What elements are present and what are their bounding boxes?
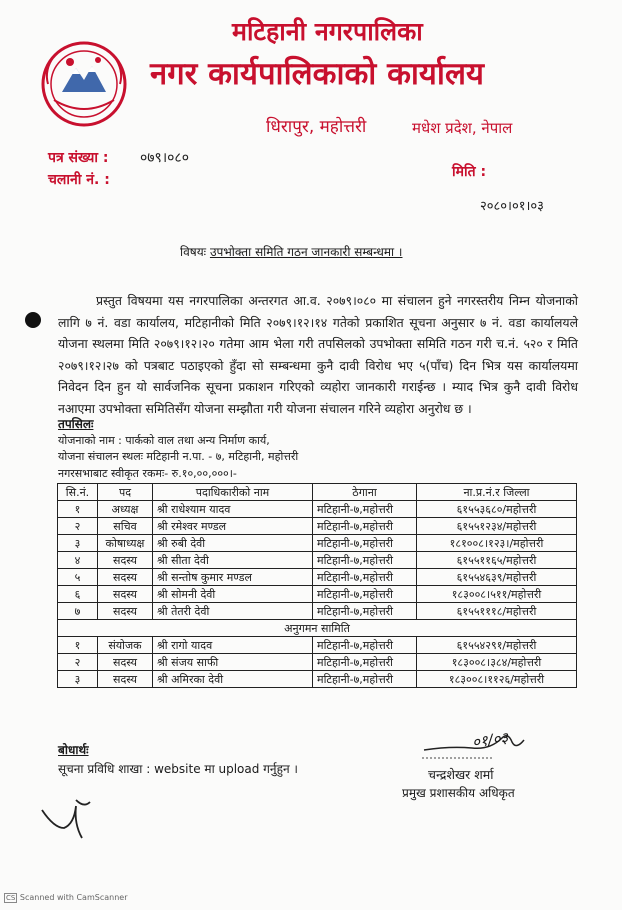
subject-text: उपभोक्ता समिति गठन जानकारी सम्बन्धमा । (209, 245, 403, 259)
cell-citizenship: ६१५५१२३४/महोत्तरी (417, 518, 577, 535)
cell-name: श्री तेतरी देवी (153, 603, 313, 620)
cell-name: श्री राधेश्याम यादव (153, 501, 313, 518)
cell-sn: ३ (58, 671, 98, 688)
table-row (58, 518, 577, 535)
cell-address: मटिहानी-७,महोत्तरी (313, 671, 417, 688)
chalani-label: चलानी नं. : (48, 172, 110, 188)
cell-name: श्री सोमनी देवी (153, 586, 313, 603)
cell-sn: २ (58, 518, 98, 535)
cell-address: मटिहानी-७,महोत्तरी (313, 535, 417, 552)
cell-name: श्री अमिरका देवी (153, 671, 313, 688)
subject-label: विषयः (180, 245, 207, 259)
office-address: धिरापुर, महोत्तरी (266, 117, 367, 137)
cell-address: मटिहानी-७,महोत्तरी (313, 569, 417, 586)
cell-address: मटिहानी-७,महोत्तरी (313, 552, 417, 569)
municipality-name: मटिहानी नगरपालिका (232, 17, 423, 46)
cell-sn: ६ (58, 586, 98, 603)
table-row (58, 569, 577, 586)
bodhartha-label: बोधार्थः (58, 743, 89, 757)
table-row (58, 603, 577, 620)
project-name: योजनाको नाम : पार्कको वाल तथा अन्य निर्माण कार्य, (58, 434, 270, 447)
cell-address: मटिहानी-७,महोत्तरी (313, 603, 417, 620)
cell-sn: १ (58, 501, 98, 518)
cell-post: सदस्य (98, 552, 153, 569)
patra-sankhya-value: ०७९।०८० (140, 150, 189, 166)
cell-post: सदस्य (98, 569, 153, 586)
camscanner-icon: CS (6, 894, 16, 902)
cell-post: सदस्य (98, 671, 153, 688)
header-sn: सि.नं. (58, 484, 98, 501)
cell-citizenship: ६१५५३६८०/महोत्तरी (417, 501, 577, 518)
table-header-row (58, 484, 577, 501)
subject-line (180, 243, 402, 260)
table-row (58, 637, 577, 654)
cell-citizenship: ६१५५४२९१/महोत्तरी (417, 637, 577, 654)
scanner-note: Scanned with CamScanner (19, 893, 128, 902)
cell-citizenship: १८३००८।३८४/महोत्तरी (417, 654, 577, 671)
cell-post: सदस्य (98, 654, 153, 671)
table-row (58, 552, 577, 569)
cell-name: श्री सीता देवी (153, 552, 313, 569)
table-row (58, 671, 577, 688)
table-row (58, 501, 577, 518)
header-post: पद (98, 484, 153, 501)
province-name: मधेश प्रदेश, नेपाल (412, 119, 513, 137)
header-name: पदाधिकारीको नाम (153, 484, 313, 501)
signature-date: ०१/०३ (470, 728, 510, 752)
cell-citizenship: ६१५५१११८/महोत्तरी (417, 603, 577, 620)
handwritten-mark (36, 794, 96, 846)
scanner-watermark (4, 893, 127, 903)
cell-address: मटिहानी-७,महोत्तरी (313, 518, 417, 535)
cell-sn: ५ (58, 569, 98, 586)
cell-post: अध्यक्ष (98, 501, 153, 518)
document-date: २०८०।०१।०३ (480, 199, 544, 214)
table-row (58, 535, 577, 552)
cell-post: सदस्य (98, 603, 153, 620)
cell-name: श्री संजय साफी (153, 654, 313, 671)
cell-address: मटिहानी-७,महोत्तरी (313, 654, 417, 671)
cell-citizenship: १८३००८।५११/महोत्तरी (417, 586, 577, 603)
cell-address: मटिहानी-७,महोत्तरी (313, 637, 417, 654)
monitoring-section-row (58, 620, 577, 637)
office-name: नगर कार्यपालिकाको कार्यालय (150, 56, 484, 92)
cell-citizenship: १८१००८।१२३।/महोत्तरी (417, 535, 577, 552)
cell-name: श्री सन्तोष कुमार मण्डल (153, 569, 313, 586)
cell-citizenship: ६१५५११६५/महोत्तरी (417, 552, 577, 569)
cell-sn: २ (58, 654, 98, 671)
cell-name: श्री रागो यादव (153, 637, 313, 654)
table-row (58, 586, 577, 603)
cell-name: श्री रमेश्वर मण्डल (153, 518, 313, 535)
project-location: योजना संचालन स्थलः मटिहानी न.पा. - ७, मटिहानी, महोत्तरी (58, 450, 299, 463)
cell-post: सदस्य (98, 586, 153, 603)
cell-sn: ३ (58, 535, 98, 552)
municipality-emblem-logo (40, 40, 128, 128)
cell-sn: ४ (58, 552, 98, 569)
cell-citizenship: १८३००८।११२६/महोत्तरी (417, 671, 577, 688)
patra-sankhya-label: पत्र संख्या : (48, 150, 109, 166)
approved-amount: नगरसभाबाट स्वीकृत रकमः- रु.१०,००,०००।- (58, 467, 237, 480)
cell-address: मटिहानी-७,महोत्तरी (313, 586, 417, 603)
cell-sn: १ (58, 637, 98, 654)
committee-table (57, 483, 577, 688)
monitoring-section-title: अनुगमन सामिति (58, 620, 577, 637)
cell-sn: ७ (58, 603, 98, 620)
officer-name: चन्द्रशेखर शर्मा (428, 767, 494, 782)
cell-address: मटिहानी-७,महोत्तरी (313, 501, 417, 518)
body-paragraph: प्रस्तुत विषयमा यस नगरपालिका अन्तरगत आ.व. २०७९।०८० मा संचालन हुने नगरस्तरीय निम्न योजनाको लागि ७ नं. वडा कार्यालय, मटिहानीको मिति २०७९।१२।१४ गतेको प्रकाशित सूचना अनुसार ७ नं. वडा कार्यालयले योजना स्थलमा मिति २०७९।१२।२० गतेमा आम भेला गरी तपसिलको उपभोक्ता समिति गठन गरी च.नं. ५२० र मिति २०७९।१२।२७ को पत्रबाट पठाइएको हुँदा सो सम्बन्धमा कुनै दावी विरोध भए ५(पाँच) दिन भित्र यस कार्यालयमा निवेदन दिन हुन यो सार्वजनिक सूचना प्रकाशन गरिएको व्यहोरा जानकारी गराईन्छ । म्याद भित्र कुनै दावी विरोध नआएमा उपभोक्ता समितिसँग योजना सम्झौता गरी योजना संचालन गरिने व्यहोरा अनुरोध छ । (58, 293, 578, 416)
cell-name: श्री रुबी देवी (153, 535, 313, 552)
cell-citizenship: ६१५५४६३९/महोत्तरी (417, 569, 577, 586)
miti-label: मिति : (452, 164, 487, 180)
officer-title: प्रमुख प्रशासकीय अधिकृत (402, 786, 515, 800)
cell-post: संयोजक (98, 637, 153, 654)
header-citizenship: ना.प्र.नं.र जिल्ला (417, 484, 577, 501)
details-heading: तपसिलः (58, 417, 94, 431)
header-address: ठेगाना (313, 484, 417, 501)
cell-post: कोषाध्यक्ष (98, 535, 153, 552)
punch-hole-mark (25, 312, 41, 328)
it-branch-note: सूचना प्रविधि शाखा : website मा upload गर्नुहुन । (58, 762, 298, 776)
table-row (58, 654, 577, 671)
cell-post: सचिव (98, 518, 153, 535)
